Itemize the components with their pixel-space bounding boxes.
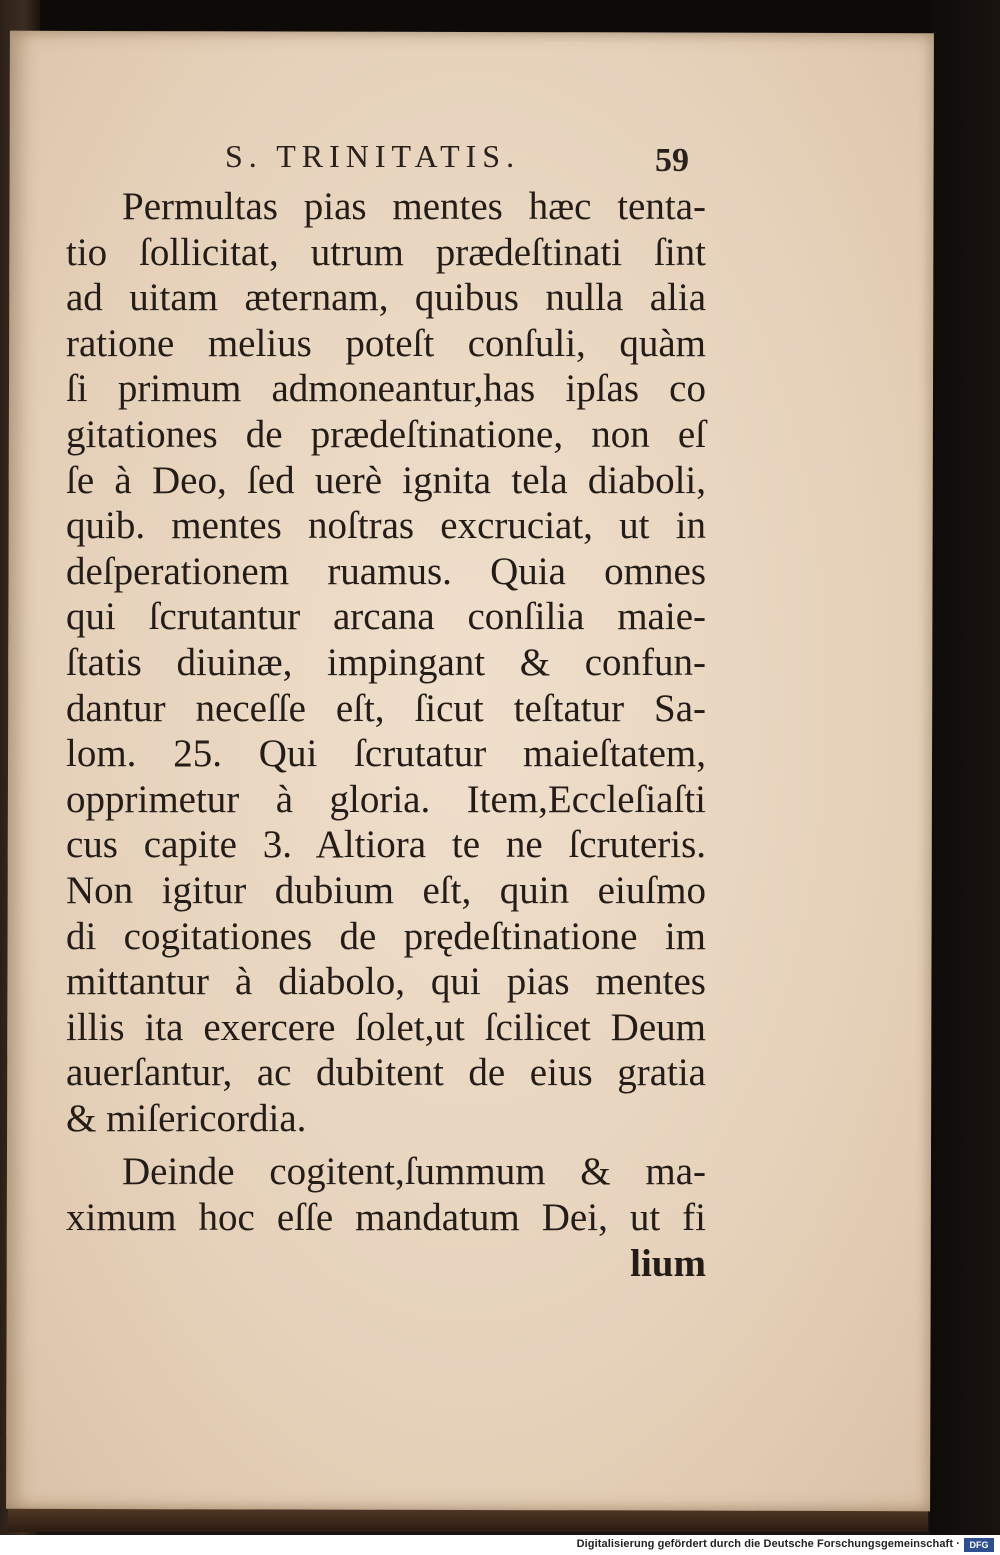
text-line: cus capite 3. Altiora te ne ſcruteris. bbox=[66, 823, 706, 867]
funding-credit: Digitalisierung gefördert durch die Deutsche Forschungsgemeinschaft · bbox=[576, 1538, 960, 1550]
running-head: S. TRINITATIS. bbox=[225, 138, 521, 174]
text-line: Non igitur dubium eſt, quin eiuſmo bbox=[66, 868, 706, 912]
text-line: deſperationem ruamus. Quia omnes bbox=[66, 549, 706, 593]
text-line: Deinde cogitent,ſummum & ma- bbox=[122, 1150, 706, 1194]
catchword: lium bbox=[630, 1241, 706, 1285]
text-line: gitationes de prædeſtinatione, non eſ bbox=[66, 412, 706, 456]
text-line: & miſericordia. bbox=[66, 1096, 307, 1140]
footer-bar bbox=[0, 1535, 1000, 1555]
page-number: 59 bbox=[655, 142, 689, 179]
text-line: auerſantur, ac dubitent de eius gratia bbox=[66, 1051, 706, 1095]
text-line: ximum hoc eſſe mandatum Dei, ut fi bbox=[66, 1196, 706, 1240]
text-line: qui ſcrutantur arcana conſilia maie- bbox=[66, 595, 706, 639]
text-line: ratione melius poteſt conſuli, quàm bbox=[66, 321, 706, 365]
text-line: quib. mentes noſtras excruciat, ut in bbox=[66, 504, 706, 548]
text-line: tio ſollicitat, utrum prædeſtinati ſint bbox=[66, 230, 706, 274]
text-line: illis ita exercere ſolet,ut ſcilicet Deum bbox=[66, 1005, 706, 1049]
text-line: ad uitam æternam, quibus nulla alia bbox=[66, 276, 706, 320]
text-line: mittantur à diabolo, qui pias mentes bbox=[66, 960, 706, 1004]
text-line: ſe à Deo, ſed uerè ignita tela diaboli, bbox=[66, 458, 706, 502]
text-line: ſtatis diuinæ, impingant & confun- bbox=[66, 640, 706, 684]
text-line: Permultas pias mentes hæc tenta- bbox=[122, 185, 706, 228]
text-line: ſi primum admoneantur,has ipſas co bbox=[66, 367, 706, 411]
dfg-logo: DFG bbox=[964, 1538, 994, 1552]
binding-right-edge bbox=[930, 0, 1000, 1535]
body-text bbox=[66, 184, 706, 1286]
text-line: lom. 25. Qui ſcrutatur maieſtatem, bbox=[66, 732, 706, 776]
text-line: di cogitationes de prędeſtinatione im bbox=[66, 914, 706, 958]
text-line: opprimetur à gloria. Item,Eccleſiaſti bbox=[66, 777, 706, 821]
text-line: dantur neceſſe eſt, ſicut teſtatur Sa- bbox=[66, 686, 706, 730]
